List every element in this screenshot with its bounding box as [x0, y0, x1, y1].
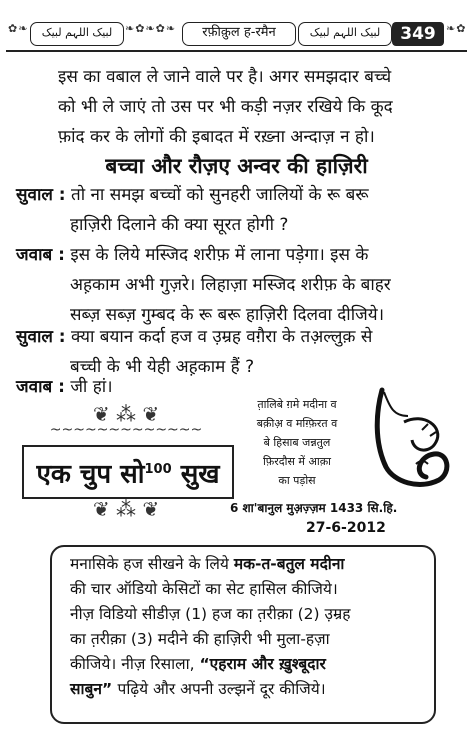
slogan-box	[22, 445, 234, 499]
signature-image	[364, 382, 459, 497]
announcement-line-4: का त़रीक़ा (3) मदीने की हाज़िरी भी मुला-हज़ा	[70, 630, 330, 648]
note-line-4: फ़िरदौस में आक़ा	[262, 455, 332, 468]
section-heading: बच्चा और रौज़ए अन्वर की हाज़िरी	[105, 154, 368, 178]
qa3-line-1: क्या बयान कर्दा हज व उ़म्रह वग़ैरा के तअ़ल्लुक़ से	[71, 327, 373, 347]
question-label: सुवाल :	[16, 185, 66, 205]
slogan-number: 100	[144, 462, 172, 477]
answer-label: जवाब :	[16, 245, 65, 265]
note-line-5: का पड़ोस	[278, 474, 316, 487]
qa1-line-2: हाज़िरी दिलाने की क्या सूरत होगी ?	[70, 215, 289, 235]
answer-label: जवाब :	[16, 377, 65, 397]
announcement-line-3: नीज़ विडियो सीडीज़ (1) हज का त़रीक़ा (2) उ़म्रह	[70, 605, 351, 623]
announcement-line-2: की चार ऑडियो केसिटों का सेट हासिल कीजिये।	[70, 580, 338, 598]
header-ornament-mid-left: ❧✿❧✿❧	[125, 22, 177, 35]
qa2-row	[16, 240, 461, 270]
slogan-flourish-bottom: ❦ ⁂ ❦	[92, 497, 160, 521]
qa1-line-1: तो ना समझ बच्चों को सुनहरी जालियों के रू बरू	[71, 185, 369, 205]
qa4-line-1: जी हां।	[70, 377, 113, 397]
page-number: 349	[392, 22, 444, 46]
para1-line-2: को भी ले जाएं तो उस पर भी कड़ी नज़र रखिये कि कूद	[58, 97, 393, 117]
line1-text: मनासिके हज सीखने के लिये	[70, 555, 234, 573]
line6-text: पढ़िये और अपनी उल्झनें दूर कीजिये।	[117, 680, 326, 698]
header-title: रफ़ीक़ुल ह-रमैन	[182, 22, 296, 46]
header-badge-left: لبیک اللہم لبیک	[30, 22, 124, 46]
slogan-flourish-top: ❦ ⁂ ❦	[92, 402, 160, 426]
para1-line-3: फ़ांद कर के लोगों की इबादत में रख़्ना अन्दाज़ न हो।	[58, 127, 375, 147]
gregorian-date: 27-6-2012	[306, 520, 386, 536]
header-ornament-right: ❧✿	[446, 22, 466, 35]
announcement-line-5	[70, 652, 430, 676]
announcement-line-1	[70, 552, 430, 576]
qa2-line-3: सब्ज़ सब्ज़ गुम्बद के रू बरू हाज़िरी दिलवा दीजिये।	[70, 305, 385, 325]
hijri-date: 6 शा'बानुल मुअ़ज़्ज़म 1433 सि.हि.	[230, 501, 398, 515]
qa2-line-2: अह़काम अभी गुज़रे। लिहाज़ा मस्जिद शरीफ़ के बाहर	[70, 275, 391, 295]
slogan-suffix: सुख	[180, 459, 220, 490]
question-label: सुवाल :	[16, 327, 66, 347]
risala-title-part2: साबुन”	[70, 680, 118, 698]
qa3-line-2: बच्ची के भी येही अह़काम हैं ?	[70, 357, 255, 377]
header-ornament-left: ✿❧	[8, 22, 28, 35]
note-line-1: त़ालिबे ग़मे मदीना व	[257, 398, 337, 411]
slogan-text: एक चुप सो	[36, 459, 145, 490]
note-line-3: बे हिसाब जन्नतुल	[263, 436, 331, 449]
risala-title-part1: “एहराम और ख़ुश्बूदार	[199, 655, 326, 673]
qa2-line-1: इस के लिये मस्जिद शरीफ़ में लाना पड़ेगा। इस के	[70, 245, 369, 265]
header-badge-right: لبیک اللہم لبیک	[298, 22, 392, 46]
announcement-line-6	[70, 677, 430, 701]
para1-line-1: इस का वबाल ले जाने वाले पर है। अगर समझदार बच्चे	[58, 67, 392, 87]
line5-text: कीजिये। नीज़ रिसाला,	[70, 655, 200, 673]
slogan-flourish-top2: ~~~~~~~~~~~~~	[49, 422, 203, 438]
header-divider	[6, 50, 467, 52]
dua-note	[232, 395, 362, 490]
maktaba-name: मक-त-बतुल मदीना	[233, 555, 345, 573]
qa3-row	[16, 322, 461, 352]
qa1-row	[16, 180, 461, 210]
note-line-2: बक़ीअ़ व मग़्फ़िरत व	[256, 417, 338, 430]
